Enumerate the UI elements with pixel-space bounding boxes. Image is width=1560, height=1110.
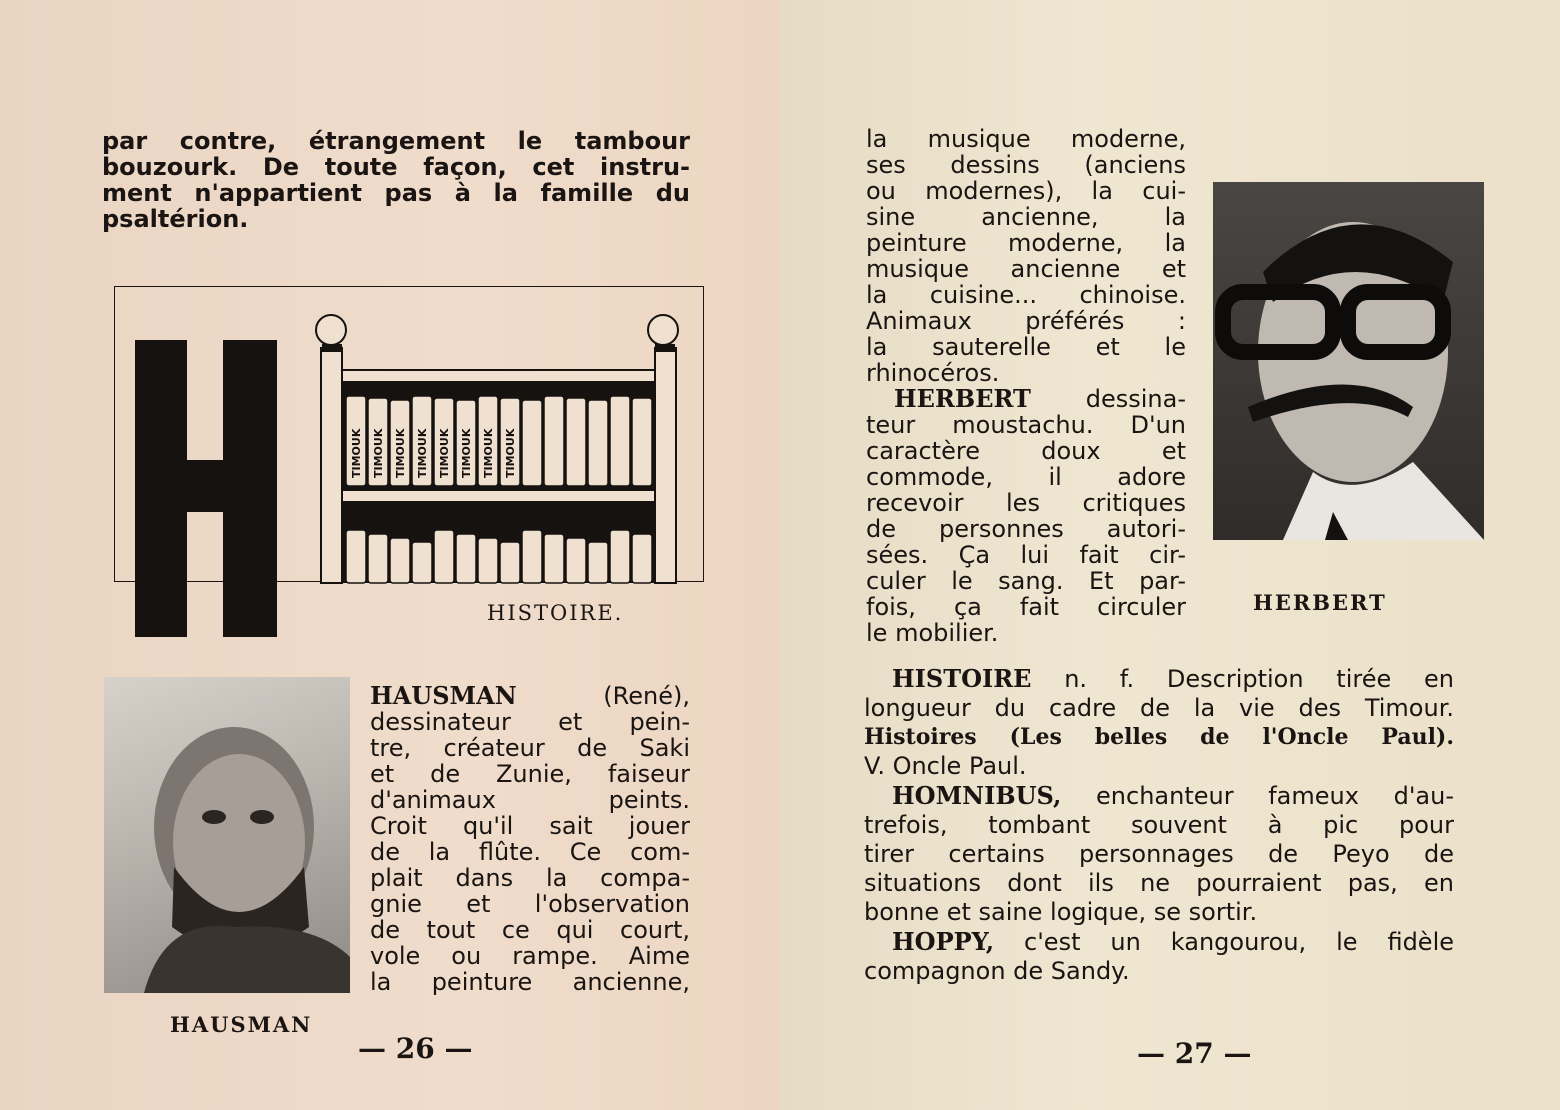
text-line: longueur du cadre de la vie des Timour. <box>864 694 1454 722</box>
book-spine <box>632 398 652 486</box>
intro-paragraph <box>102 128 690 232</box>
illustration-caption: HISTOIRE. <box>487 601 624 625</box>
hausman-photo-caption: HAUSMAN <box>170 1012 313 1037</box>
book-spine <box>500 542 520 583</box>
entry-text: dessina- <box>1085 385 1186 413</box>
entry-headword: HOPPY, <box>892 927 995 956</box>
text-line: sine ancienne, la <box>866 203 1186 231</box>
book-spine-label: TIMOUK <box>504 428 517 478</box>
text-line: dessinateur et pein- <box>370 708 690 736</box>
text-line: tirer certains personnages de Peyo de <box>864 840 1454 868</box>
lower-entries <box>864 664 1454 986</box>
text-line: la peinture ancienne, <box>370 968 690 996</box>
entry-text: c'est un kangourou, le fidèle <box>1024 928 1454 956</box>
text-line: musique ancienne et <box>866 255 1186 283</box>
text-line: ses dessins (anciens <box>866 151 1186 179</box>
text-line: gnie et l'observation <box>370 890 690 918</box>
herbert-photo-caption: HERBERT <box>1253 590 1387 615</box>
book-spine <box>456 534 476 583</box>
book-spine <box>566 398 586 486</box>
book-spine <box>434 530 454 583</box>
entry-headword: HERBERT <box>894 384 1031 413</box>
entry-text: (René), <box>603 682 690 710</box>
text-line: le mobilier. <box>866 619 999 647</box>
text-line: V. Oncle Paul. <box>864 752 1027 780</box>
entry-headword: HOMNIBUS, <box>892 781 1062 810</box>
text-line: d'animaux peints. <box>370 786 690 814</box>
text-line: la sauterelle et le <box>866 333 1186 361</box>
text-line: par contre, étrangement le tambour <box>102 127 690 155</box>
text-line: situations dont ils ne pourraient pas, en <box>864 869 1454 897</box>
text-line: compagnon de Sandy. <box>864 957 1130 985</box>
text-line: ou modernes), la cui- <box>866 177 1186 205</box>
book-spine-label: TIMOUK <box>394 428 407 478</box>
text-line: bouzourk. De toute façon, cet instru- <box>102 153 690 181</box>
book-spine <box>588 400 608 486</box>
text-line: bonne et saine logique, se sortir. <box>864 898 1258 926</box>
text-line: ment n'appartient pas à la famille du <box>102 179 690 207</box>
big-letter-h <box>135 340 277 637</box>
book-spine-label: TIMOUK <box>482 428 495 478</box>
text-line: tre, créateur de Saki <box>370 734 690 762</box>
text-line: la musique moderne, <box>866 125 1186 153</box>
book-spine <box>390 538 410 583</box>
text-line: caractère doux et <box>866 437 1186 465</box>
entry-headword: HISTOIRE <box>892 664 1032 693</box>
text-line: Histoires (Les belles de l'Oncle Paul). <box>864 724 1454 750</box>
right-page <box>780 0 1560 1110</box>
entry-text: n. f. Description tirée en <box>1064 665 1454 693</box>
book-spine <box>368 534 388 583</box>
book-spine-label: TIMOUK <box>416 428 429 478</box>
text-line: de la flûte. Ce com- <box>370 838 690 866</box>
text-line: Animaux préférés : <box>866 307 1186 335</box>
book-spine <box>588 542 608 583</box>
hausman-photo <box>104 677 350 993</box>
text-line: de personnes autori- <box>866 515 1186 543</box>
book-spine <box>610 530 630 583</box>
book-spine <box>522 530 542 583</box>
book-spine <box>632 534 652 583</box>
text-line: et de Zunie, faiseur <box>370 760 690 788</box>
book-spine <box>522 400 542 486</box>
text-line: la cuisine... chinoise. <box>866 281 1186 309</box>
text-line: culer le sang. Et par- <box>866 567 1186 595</box>
text-line: psaltérion. <box>102 205 249 233</box>
text-line: vole ou rampe. Aime <box>370 942 690 970</box>
book-spine <box>346 530 366 583</box>
text-line: plait dans la compa- <box>370 864 690 892</box>
book-spine <box>412 542 432 583</box>
page-number: — 27 — <box>1137 1037 1252 1070</box>
text-line: peinture moderne, la <box>866 229 1186 257</box>
text-line: Croit qu'il sait jouer <box>370 812 690 840</box>
book-spine <box>478 538 498 583</box>
text-line: commode, il adore <box>866 463 1186 491</box>
entry-text: enchanteur fameux d'au- <box>1096 782 1454 810</box>
book-spine <box>566 538 586 583</box>
book-spine-label: TIMOUK <box>350 428 363 478</box>
text-line: fois, ça fait circuler <box>866 593 1186 621</box>
text-line: trefois, tombant souvent à pic pour <box>864 811 1454 839</box>
book-spine-label: TIMOUK <box>438 428 451 478</box>
book-spine <box>544 534 564 583</box>
book-spine-label: TIMOUK <box>372 428 385 478</box>
book-spine <box>610 396 630 486</box>
text-line: sées. Ça lui fait cir- <box>866 541 1186 569</box>
hausman-entry <box>370 683 690 995</box>
bookshelf-illustration <box>110 300 710 640</box>
page-number: — 26 — <box>358 1032 473 1065</box>
entry-headword: HAUSMAN <box>370 681 517 710</box>
text-line: teur moustachu. D'un <box>866 411 1186 439</box>
text-line: de tout ce qui court, <box>370 916 690 944</box>
book-spine <box>544 396 564 486</box>
book-spine-label: TIMOUK <box>460 428 473 478</box>
text-line: recevoir les critiques <box>866 489 1186 517</box>
text-line: rhinocéros. <box>866 359 1000 387</box>
herbert-photo <box>1213 182 1484 540</box>
continued-column <box>866 126 1186 646</box>
